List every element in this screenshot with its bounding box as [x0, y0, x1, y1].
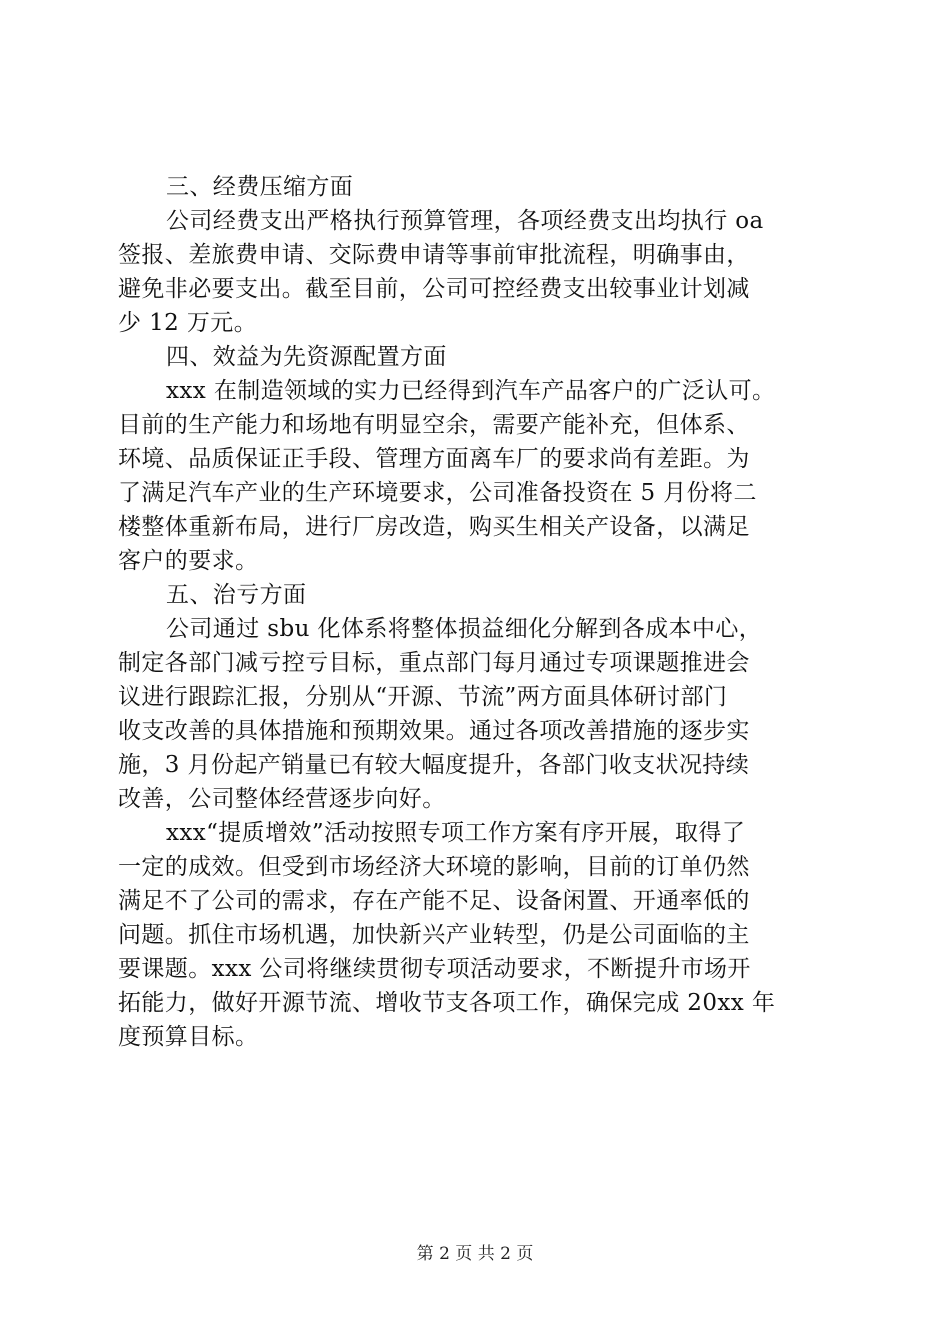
document-body: [118, 170, 848, 1054]
paragraph-line: 问题。抓住市场机遇，加快新兴产业转型，仍是公司面临的主: [118, 922, 750, 948]
paragraph-line: 楼整体重新布局，进行厂房改造，购买生相关产设备，以满足: [118, 514, 750, 540]
paragraph-line: 议进行跟踪汇报，分别从“开源、节流”两方面具体研讨部门: [118, 684, 728, 710]
section-heading: 五、治亏方面: [166, 582, 307, 608]
page-footer: 第 2 页 共 2 页: [416, 1244, 534, 1264]
paragraph-line: 一定的成效。但受到市场经济大环境的影响，目前的订单仍然: [118, 854, 750, 880]
paragraph-line: 拓能力，做好开源节流、增收节支各项工作，确保完成 20xx 年: [118, 990, 776, 1016]
paragraph-line: 施，3 月份起产销量已有较大幅度提升，各部门收支状况持续: [118, 752, 750, 778]
paragraph-line: xxx“提质增效”活动按照专项工作方案有序开展，取得了: [166, 820, 746, 846]
paragraph-line: 环境、品质保证正手段、管理方面离车厂的要求尚有差距。为: [118, 446, 750, 472]
section-heading: 三、经费压缩方面: [166, 174, 354, 200]
paragraph-line: xxx 在制造领域的实力已经得到汽车产品客户的广泛认可。: [166, 378, 776, 404]
paragraph-line: 收支改善的具体措施和预期效果。通过各项改善措施的逐步实: [118, 718, 750, 744]
paragraph-line: 度预算目标。: [118, 1024, 259, 1050]
paragraph-line: 制定各部门减亏控亏目标，重点部门每月通过专项课题推进会: [118, 650, 750, 676]
paragraph-line: 目前的生产能力和场地有明显空余，需要产能补充，但体系、: [118, 412, 750, 438]
paragraph-line: 了满足汽车产业的生产环境要求，公司准备投资在 5 月份将二: [118, 480, 757, 506]
paragraph-line: 公司通过 sbu 化体系将整体损益细化分解到各成本中心，: [166, 616, 763, 642]
paragraph-line: 避免非必要支出。截至目前，公司可控经费支出较事业计划减: [118, 276, 750, 302]
paragraph-line: 公司经费支出严格执行预算管理，各项经费支出均执行 oa: [166, 208, 764, 234]
paragraph-line: 客户的要求。: [118, 548, 259, 574]
paragraph-line: 少 12 万元。: [118, 310, 258, 336]
paragraph-line: 签报、差旅费申请、交际费申请等事前审批流程，明确事由，: [118, 242, 750, 268]
paragraph-line: 改善，公司整体经营逐步向好。: [118, 786, 446, 812]
paragraph-line: 要课题。xxx 公司将继续贯彻专项活动要求，不断提升市场开: [118, 956, 751, 982]
section-heading: 四、效益为先资源配置方面: [166, 344, 447, 370]
paragraph-line: 满足不了公司的需求，存在产能不足、设备闲置、开通率低的: [118, 888, 750, 914]
